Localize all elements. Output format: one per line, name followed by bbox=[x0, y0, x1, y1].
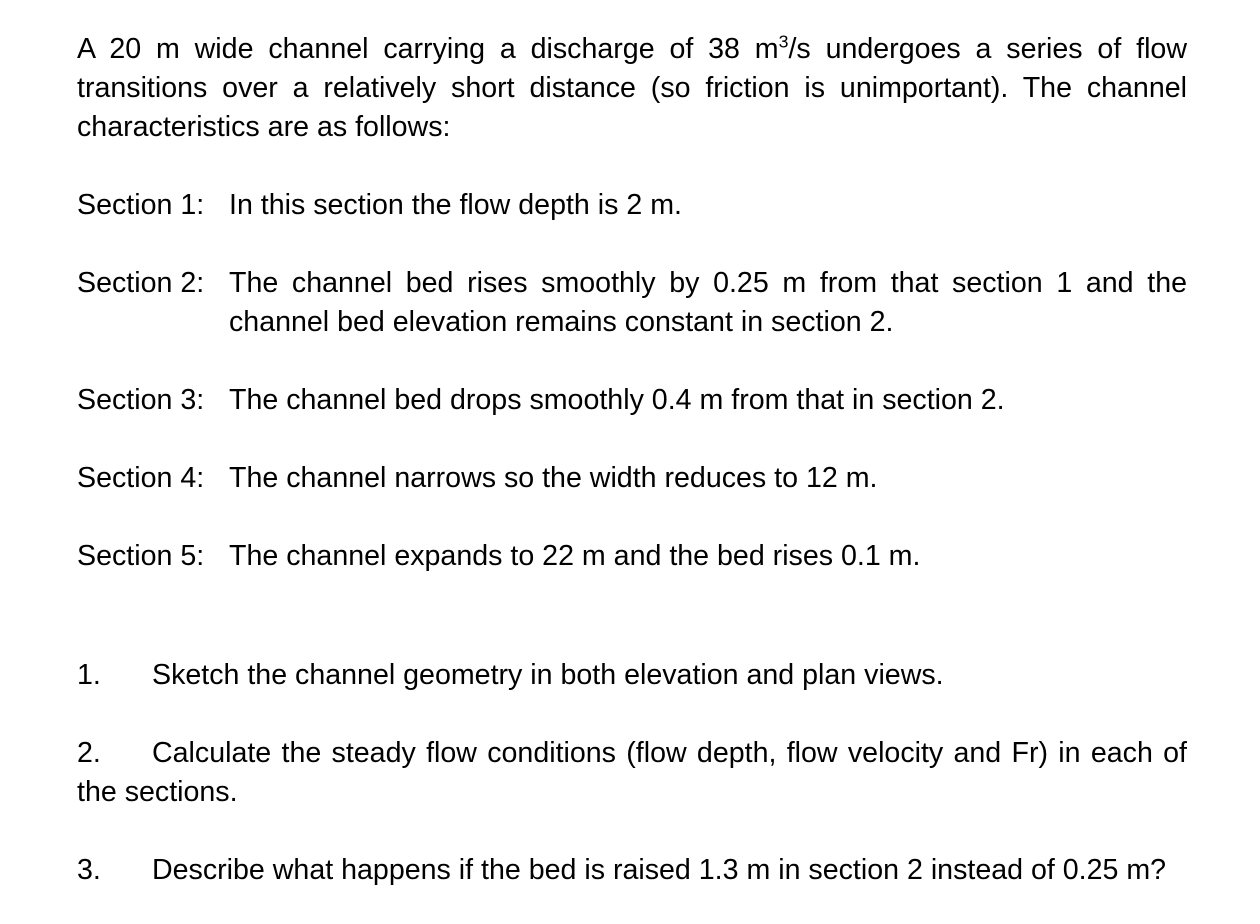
section-description: In this section the flow depth is 2 m. bbox=[229, 189, 682, 221]
question-2 bbox=[77, 734, 1187, 812]
intro-text-start: A 20 m wide channel carrying a discharge of 38 m bbox=[77, 33, 779, 65]
question-number: 2. bbox=[77, 737, 101, 769]
section-description: The channel bed drops smoothly 0.4 m from that in section 2. bbox=[229, 384, 1005, 416]
section-label: Section 5: bbox=[77, 540, 205, 572]
section-description: The channel expands to 22 m and the bed rises 0.1 m. bbox=[229, 540, 921, 572]
question-1 bbox=[77, 656, 1187, 695]
section-label: Section 1: bbox=[77, 189, 205, 221]
section-label: Section 3: bbox=[77, 384, 205, 416]
section-1-item bbox=[77, 186, 1187, 225]
intro-paragraph bbox=[77, 30, 1187, 147]
section-3-item bbox=[77, 381, 1187, 420]
question-number: 1. bbox=[77, 659, 101, 691]
question-number: 3. bbox=[77, 854, 101, 886]
question-text: Sketch the channel geometry in both elevation and plan views. bbox=[152, 659, 944, 691]
section-label: Section 2: bbox=[77, 267, 205, 299]
section-label: Section 4: bbox=[77, 462, 205, 494]
question-text: Calculate the steady flow conditions (flow depth, flow velocity and Fr) in each of the sections. bbox=[77, 737, 1187, 808]
section-description: The channel bed rises smoothly by 0.25 m from that section 1 and the channel bed elevation remains constant in section 2. bbox=[229, 267, 1187, 338]
superscript-exponent: 3 bbox=[778, 31, 789, 52]
intro-text-end: /s undergoes a series of flow transitions over a relatively short distance (so friction is unimportant). The channel characteristics are as follows: bbox=[77, 33, 1187, 143]
section-2-item bbox=[77, 264, 1187, 342]
section-description: The channel narrows so the width reduces to 12 m. bbox=[229, 462, 878, 494]
question-text: Describe what happens if the bed is raised 1.3 m in section 2 instead of 0.25 m? bbox=[152, 854, 1167, 886]
section-4-item bbox=[77, 459, 1187, 498]
document-page bbox=[77, 30, 1187, 890]
question-3 bbox=[77, 851, 1187, 890]
section-5-item bbox=[77, 537, 1187, 576]
